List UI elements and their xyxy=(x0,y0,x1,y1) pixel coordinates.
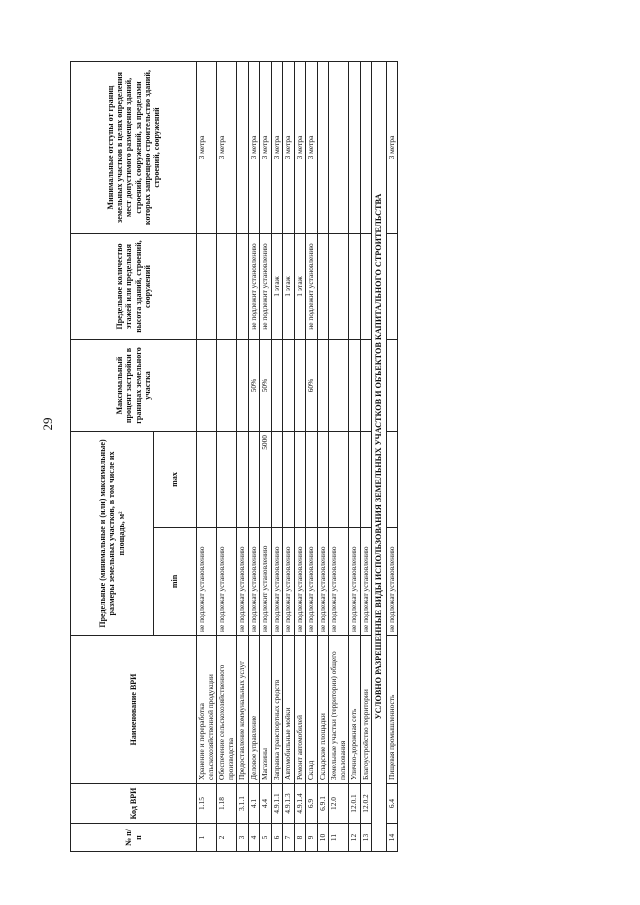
table-row xyxy=(317,62,329,852)
row-floors: 1 этаж xyxy=(283,234,295,340)
row-setback xyxy=(329,62,349,234)
row-name: Улично-дорожная сеть xyxy=(349,636,361,784)
header-max: max xyxy=(154,432,197,528)
row-number: 9 xyxy=(306,824,318,852)
row-name: Складские площадки xyxy=(317,636,329,784)
header-num: № п/п xyxy=(71,824,197,852)
table-row xyxy=(386,62,398,852)
row-code: 4.9.1.4 xyxy=(294,784,306,824)
row-number: 4 xyxy=(248,824,260,852)
row-number: 10 xyxy=(317,824,329,852)
table-row xyxy=(294,62,306,852)
row-build-percent: 50% xyxy=(248,340,260,432)
row-name: Земельные участки (территории) общего пользования xyxy=(329,636,349,784)
row-number: 1 xyxy=(197,824,217,852)
section-row xyxy=(372,62,386,852)
row-setback xyxy=(360,62,372,234)
row-min-size: не подлежат установлению xyxy=(317,528,329,636)
row-min-size: не подлежат установлению xyxy=(197,528,217,636)
header-code: Код ВРИ xyxy=(71,784,197,824)
row-name: Обеспечение сельскохозяйственного производства xyxy=(217,636,237,784)
table-row xyxy=(260,62,272,852)
row-number: 5 xyxy=(260,824,272,852)
row-code: 1.15 xyxy=(197,784,217,824)
row-code: 4.4 xyxy=(260,784,272,824)
row-max-size xyxy=(306,432,318,528)
header-name: Наименование ВРИ xyxy=(71,636,197,784)
header-floors: Предельное количество этажей или предельная высота зданий, строений, сооружений xyxy=(71,234,197,340)
row-number: 14 xyxy=(386,824,398,852)
rotated-table-container xyxy=(70,62,635,852)
row-code: 6.9.1 xyxy=(317,784,329,824)
row-min-size: не подлежат установлению xyxy=(329,528,349,636)
row-min-size: не подлежит установлению xyxy=(260,528,272,636)
row-setback: 3 метра xyxy=(386,62,398,234)
table-body xyxy=(197,62,398,852)
row-max-size xyxy=(360,432,372,528)
section-title: УСЛОВНО РАЗРЕШЕННЫЕ ВИДЫ ИСПОЛЬЗОВАНИЯ ЗЕМЕЛЬНЫХ УЧАСТКОВ И ОБЪЕКТОВ КАПИТАЛЬНОГО СТРОИТЕЛЬСТВА xyxy=(372,62,386,852)
row-build-percent xyxy=(386,340,398,432)
row-min-size: не подлежат установлению xyxy=(360,528,372,636)
row-setback: 3 метра xyxy=(197,62,217,234)
row-build-percent xyxy=(349,340,361,432)
table-row xyxy=(237,62,249,852)
table-row xyxy=(271,62,283,852)
row-setback: 3 метра xyxy=(217,62,237,234)
row-floors xyxy=(386,234,398,340)
row-build-percent xyxy=(294,340,306,432)
row-number: 6 xyxy=(271,824,283,852)
header-percent: Максимальный процент застройки в границах земельного участка xyxy=(71,340,197,432)
row-name: Благоустройство территории xyxy=(360,636,372,784)
row-floors: 1 этаж xyxy=(271,234,283,340)
table-row xyxy=(197,62,217,852)
row-floors xyxy=(329,234,349,340)
row-build-percent xyxy=(217,340,237,432)
row-max-size xyxy=(386,432,398,528)
row-number: 2 xyxy=(217,824,237,852)
row-setback: 3 метра xyxy=(294,62,306,234)
row-floors xyxy=(360,234,372,340)
row-max-size xyxy=(217,432,237,528)
row-build-percent xyxy=(283,340,295,432)
page-number: 29 xyxy=(40,417,55,431)
row-setback: 3 метра xyxy=(271,62,283,234)
row-build-percent xyxy=(197,340,217,432)
header-setback: Минимальные отступы от границ земельных участков в целях определения мест допустимого размещения зданий, строений, сооружений, за пределами которых запрещено строительство зданий, строений, сооружений xyxy=(71,62,197,234)
table-row xyxy=(349,62,361,852)
row-number: 13 xyxy=(360,824,372,852)
row-name: Пищевая промышленность xyxy=(386,636,398,784)
header-min: min xyxy=(154,528,197,636)
row-floors xyxy=(317,234,329,340)
row-code: 4.9.1.3 xyxy=(283,784,295,824)
row-floors xyxy=(349,234,361,340)
row-code: 12.0 xyxy=(329,784,349,824)
row-build-percent xyxy=(329,340,349,432)
row-build-percent xyxy=(360,340,372,432)
row-name: Склад xyxy=(306,636,318,784)
row-number: 7 xyxy=(283,824,295,852)
table-row xyxy=(306,62,318,852)
row-setback: 3 метра xyxy=(248,62,260,234)
row-min-size: не подлежат установлению xyxy=(294,528,306,636)
row-name: Магазины xyxy=(260,636,272,784)
row-build-percent xyxy=(317,340,329,432)
row-setback xyxy=(317,62,329,234)
row-code: 3.1.1 xyxy=(237,784,249,824)
row-max-size xyxy=(237,432,249,528)
table-row xyxy=(329,62,349,852)
row-number: 12 xyxy=(349,824,361,852)
row-max-size xyxy=(197,432,217,528)
row-max-size: 5000 xyxy=(260,432,272,528)
row-max-size xyxy=(248,432,260,528)
row-floors xyxy=(197,234,217,340)
row-max-size xyxy=(349,432,361,528)
row-number: 3 xyxy=(237,824,249,852)
row-min-size: не подлежат установлению xyxy=(248,528,260,636)
row-number: 8 xyxy=(294,824,306,852)
row-build-percent xyxy=(271,340,283,432)
row-max-size xyxy=(329,432,349,528)
row-floors: не подлежит установлению xyxy=(248,234,260,340)
table-row xyxy=(217,62,237,852)
row-min-size: не подлежат установлению xyxy=(306,528,318,636)
row-code: 6.4 xyxy=(386,784,398,824)
row-code: 6.9 xyxy=(306,784,318,824)
row-max-size xyxy=(294,432,306,528)
row-name: Деловое управление xyxy=(248,636,260,784)
row-build-percent xyxy=(237,340,249,432)
row-name: Хранение и переработка сельскохозяйственной продукции xyxy=(197,636,217,784)
row-setback: 3 метра xyxy=(260,62,272,234)
row-setback: 3 метра xyxy=(306,62,318,234)
row-number: 11 xyxy=(329,824,349,852)
row-max-size xyxy=(317,432,329,528)
row-floors xyxy=(237,234,249,340)
table-row xyxy=(248,62,260,852)
row-min-size: не подлежат установлению xyxy=(217,528,237,636)
row-floors: 1 этаж xyxy=(294,234,306,340)
row-code: 1.18 xyxy=(217,784,237,824)
row-code: 4.9.1.1 xyxy=(271,784,283,824)
row-code: 12.0.1 xyxy=(349,784,361,824)
row-name: Заправка транспортных средств xyxy=(271,636,283,784)
row-floors: не подлежит установлению xyxy=(260,234,272,340)
row-min-size: не подлежат установлению xyxy=(237,528,249,636)
table-row xyxy=(283,62,295,852)
row-max-size xyxy=(271,432,283,528)
table-row xyxy=(360,62,372,852)
header-size-group: Предельные (минимальные и (или) максимальные) размеры земельных участков, в том числе их площадь, м² xyxy=(71,432,154,636)
row-name: Предоставление коммунальных услуг xyxy=(237,636,249,784)
row-min-size: не подлежат установлению xyxy=(283,528,295,636)
row-name: Автомобильные мойки xyxy=(283,636,295,784)
row-code: 12.0.2 xyxy=(360,784,372,824)
row-min-size: не подлежат установлению xyxy=(349,528,361,636)
row-min-size: не подлежат установлению xyxy=(386,528,398,636)
row-code: 4.1 xyxy=(248,784,260,824)
zoning-parameters-table xyxy=(70,61,398,852)
row-max-size xyxy=(283,432,295,528)
row-name: Ремонт автомобилей xyxy=(294,636,306,784)
row-setback xyxy=(237,62,249,234)
row-floors xyxy=(217,234,237,340)
row-floors: не подлежит установлению xyxy=(306,234,318,340)
row-build-percent: 50% xyxy=(260,340,272,432)
row-build-percent: 60% xyxy=(306,340,318,432)
row-setback xyxy=(349,62,361,234)
row-setback: 3 метра xyxy=(283,62,295,234)
row-min-size: не подлежат установлению xyxy=(271,528,283,636)
